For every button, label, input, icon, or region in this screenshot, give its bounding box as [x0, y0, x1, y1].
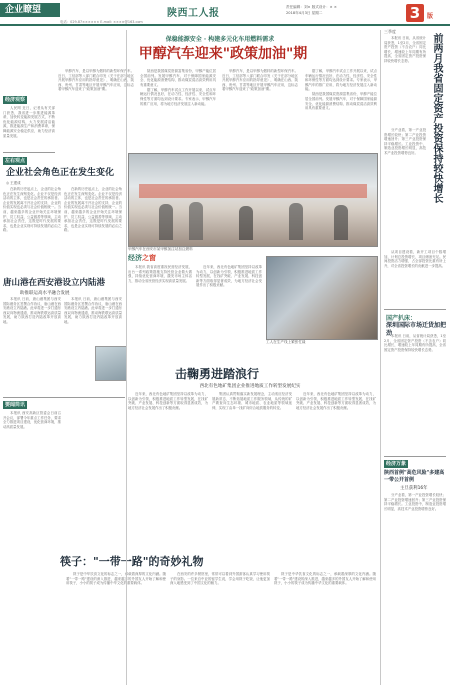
- section-tag-opinion: 左右观点: [5, 158, 26, 164]
- divider: [3, 152, 55, 153]
- article2-title: 击鞠勇进踏浪行: [175, 367, 260, 381]
- article2-col3: 近年来，西北有色地矿集团坚持以改革为动力，以创新为引领，积极推进地质工作转型发展，在找矿突破、产业发展、科技创新等方面取得显著成效，为地方经济社会发展作出了积极贡献。: [296, 392, 376, 410]
- divider: [384, 456, 446, 457]
- right-para-1: 本报讯 日前，从省统计局获悉，1至2月，全省固定资产投资（不含农户）同比增长，增速较上年同期有所提高，全省固定资产投资保持较快增长态势。: [384, 36, 426, 63]
- feature-box-title: 经济之窗: [128, 254, 156, 262]
- feature-photo-caption: 工人在生产线上紧张忙碌: [266, 340, 306, 344]
- right-header: 三季度: [384, 29, 396, 34]
- page-unit: 版: [427, 13, 434, 20]
- column-divider: [380, 30, 381, 685]
- left-item2-col2: 在新的历史起点上，企业的社会角色正在发生深刻变化。企业不仅是经济活动的主体，也是社会责任的承担者。企业的发展离不开社会的支持，企业的价值实现也必须与社会价值相统一。当前，越来越多的企业开始关注环境保护、员工权益、公益慈善等领域，主动承担社会责任，这既是时代发展的要求，也是企业实现可持续发展的必由之路。: [64, 187, 122, 233]
- lead-body-left: [58, 69, 298, 146]
- right-item1-subtitle: 深圳国际市场迁货加把劲: [386, 322, 447, 337]
- masthead-rule: [0, 24, 450, 26]
- lead-photo: [128, 153, 378, 247]
- sub-info: 电话：029-87×××××× E-mail: ××××@163.com: [60, 20, 143, 24]
- meta-left: 2018年4月3日 星期二: [286, 11, 323, 15]
- feature-box-text-2: 近年来，西北有色地矿集团坚持以改革为动力，以创新为引领，积极推进地质工作转型发展，在找矿突破、产业发展、科技创新等方面取得显著成效，为地方经济社会发展作出了积极贡献。: [196, 265, 262, 288]
- lead-headline: 甲醇汽车迎来"政策加油"期: [138, 46, 308, 62]
- lead-paragraph: 甲醇汽车，是以甲醇为燃料的新型环保汽车。近日，工信部等八部门联合印发《关于在部分地区开展甲醇汽车应用的指导意见》，明确在山西、陕西、贵州、甘肃等地区开展甲醇汽车应用，这标志着甲醇汽车迎来了"政策加油"期。: [58, 69, 134, 92]
- left-item3-col2: 本报讯 日前，唐山港集团与西安国际港务区签署合作协议，唐山港在西安港设立内陆港。此举将进一步打通东西双向物流通道，推动海铁联运高质量发展，助力陕西打造内陆改革开放高地。: [64, 297, 122, 324]
- divider: [384, 309, 446, 310]
- feature-box-text-1: 本报讯 我省高度重视民营经济发展，出台一系列政策措施支持民营企业做大做强，持续优化营商环境，激发市场主体活力，推动全省民营经济实现高质量发展。: [128, 265, 192, 283]
- article2-col1: 近年来，西北有色地矿集团坚持以改革为动力，以创新为引领，积极推进地质工作转型发展，在找矿突破、产业发展、科技创新等方面取得显著成效，为地方经济社会发展作出了积极贡献。: [128, 392, 208, 410]
- right-item2-subtitle: 主旦获利16年: [400, 486, 428, 491]
- lead-kicker: 保稳能源安全 · 构建多元化车用燃料需求: [165, 36, 275, 43]
- section-tag-economy: 经济观察: [5, 97, 26, 103]
- article3-col1: 筷子是中华饮食文化的标志之一，承载着深厚的文化内涵。随着"一带一路"建设的深入推进，越来越多的外国友人开始了解和使用筷子，小小的筷子成为传播中华文化的重要载体。: [66, 572, 166, 586]
- article3-col2: 在西安的许多餐馆里，常常可以看到外国游客认真学习使用筷子的身影。一位来自中亚的留学生说，学会用筷子吃饭，让他更加深入地感受到了中国文化的魅力。: [170, 572, 270, 586]
- left-item2-author: ◎ 王建成: [6, 181, 21, 185]
- left-item3-col1: 本报讯 日前，唐山港集团与西安国际港务区签署合作协议，唐山港在西安港设立内陆港。此举将进一步打通东西双向物流通道，推动海铁联运高质量发展，助力陕西打造内陆改革开放高地。: [3, 297, 61, 324]
- meta-right: 责任编辑：刘× 版式设计：× ×: [286, 5, 337, 9]
- right-para-2: 分产业看，第一产业投资增长较快；第二产业投资增速回升；第三产业投资保持平稳增长。工业投资中，制造业投资增长明显，高技术产业投资增势良好。: [384, 128, 426, 155]
- lead-paragraph: 甲醇汽车，是以甲醇为燃料的新型环保汽车。近日，工信部等八部门联合印发《关于在部分地区开展甲醇汽车应用的指导意见》，明确在山西、陕西、贵州、甘肃等地区开展甲醇汽车应用，这标志着甲醇汽车迎来了"政策加油"期。: [222, 69, 298, 92]
- lead-paragraph: 据了解，甲醇汽车试点工作开展以来，试点车辆运行情况良好，在动力性、经济性、安全性和环保性等方面均达到设计要求。专家表示，甲醇汽车的推广应用，将为地方经济发展注入新动能。: [140, 87, 216, 106]
- article3-title: 筷子："一带一路"的奇妙礼物: [60, 555, 204, 568]
- divider: [3, 397, 125, 398]
- lead-body-right: [305, 69, 377, 146]
- left-item2-title: 企业社会角色正在发生变化: [6, 168, 115, 178]
- article2-subtitle: 西北有色地矿集团企业推进地质工作转型发展纪实: [199, 384, 301, 389]
- feature-box: [128, 253, 263, 365]
- right-para-3: 从项目建设看，新开工项目个数增加，计划总投资增长，项目储备充足。民间投资活力增强，占全部投资比重有所上升，对全省投资增长的贡献进一步提高。: [384, 250, 446, 268]
- lead-paragraph: 陕西是我国煤炭资源富集省份，甲醇产能位居全国前列。发展甲醇汽车，对于保障国家能源安全、优化能源消费结构、推动煤炭清洁高效利用具有重要意义。: [140, 69, 216, 87]
- masthead-bar: [0, 0, 450, 24]
- column-divider: [126, 30, 127, 685]
- right-item2-text: 分产业看，第一产业投资增长较快；第二产业投资增速回升；第三产业投资保持平稳增长。工业投资中，制造业投资增长明显，高技术产业投资增势良好。: [384, 493, 446, 511]
- article2-col2: 集团认真贯彻落实新发展理念，主动适应经济发展新常态，不断拓展地质工作服务领域，从传统的矿产勘查向生态环境、城市地质、农业地质等领域延伸，实现了由单一找矿向综合地质服务的转变。: [212, 392, 292, 410]
- right-item1-text: 本报讯 日前，从省统计局获悉，1至2月，全省固定资产投资（不含农户）同比增长，增速较上年同期有所提高，全省固定资产投资保持较快增长态势。: [384, 334, 446, 352]
- left-item3-subtitle: 助推联运高水平融合发展: [20, 291, 70, 296]
- left-item2-col1: 在新的历史起点上，企业的社会角色正在发生深刻变化。企业不仅是经济活动的主体，也是社会责任的承担者。企业的发展离不开社会的支持，企业的价值实现也必须与社会价值相统一。当前，越来越多的企业开始关注环境保护、员工权益、公益慈善等领域，主动承担社会责任，这既是时代发展的要求，也是企业实现可持续发展的必由之路。: [3, 187, 61, 233]
- right-item2-title: 陕西首例"高危风险"多建高一带公开首例: [384, 470, 445, 483]
- left-item4-text: 本报讯 西安高新区管委会日前召开会议，部署今年重点工作任务，要求全力推进项目建设，优化营商环境，推动高质量发展。: [3, 411, 61, 429]
- section-tag-news: 要闻简讯: [5, 402, 26, 408]
- logo: [167, 4, 220, 19]
- right-vertical-headline: 前两月我省固定资产投资保持较快增长: [431, 33, 442, 203]
- section-banner: [0, 3, 60, 17]
- left-item1-text: 人民网 近日，记者从有关部门获悉，我省进一步推进能源革命，加快转变能源发展方式，不断优化能源结构，大力发展清洁能源，推进能源生产和消费革命，保障能源安全稳定供应，助力经济高质量发展。: [3, 106, 55, 138]
- lead-paragraph: 据了解，甲醇汽车试点工作开展以来，试点车辆运行情况良好，在动力性、经济性、安全性和环保性等方面均达到设计要求。专家表示，甲醇汽车的推广应用，将为地方经济发展注入新动能。: [305, 69, 377, 92]
- paper-name: 陕西工人报: [167, 8, 220, 19]
- page-number: 3: [409, 4, 421, 22]
- section-tag-law: 经济万象: [386, 461, 407, 467]
- lead-paragraph: 陕西是我国煤炭资源富集省份，甲醇产能位居全国前列。发展甲醇汽车，对于保障国家能源安全、优化能源消费结构、推动煤炭清洁高效利用具有重要意义。: [305, 92, 377, 111]
- left-item3-title: 唐山港在西安港设立内陆港: [3, 278, 106, 288]
- page-number-badge: [406, 4, 424, 22]
- small-photo: [95, 346, 127, 381]
- lead-photo-caption: 甲醇汽车在西安市某甲醇加注站加注燃料: [128, 247, 193, 251]
- feature-photo: [266, 256, 378, 340]
- right-item1-title: 国产扒床：: [386, 315, 417, 322]
- section-title: 企业瞭望: [5, 5, 42, 15]
- article3-col3: 筷子是中华饮食文化的标志之一，承载着深厚的文化内涵。随着"一带一路"建设的深入推进，越来越多的外国友人开始了解和使用筷子，小小的筷子成为传播中华文化的重要载体。: [274, 572, 376, 586]
